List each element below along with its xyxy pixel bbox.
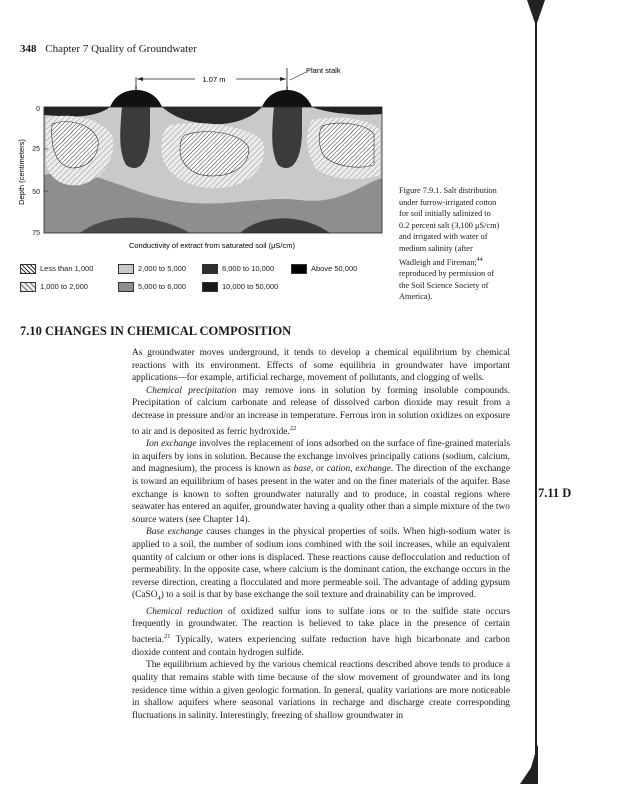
running-title: Chapter 7 Quality of Groundwater	[45, 43, 197, 55]
gutter-top-mark	[527, 0, 545, 26]
legend-label: 1,000 to 2,000	[40, 282, 88, 291]
paragraph: The equilibrium achieved by the various chemical reactions described above tends to produce a quality that remains stable with time because of the slow movement of groundwater and its long residence time within a given geologic formation. In general, quality variations are more noticeable in shallow aquifers where seasonal variations in recharge and discharge create corresponding fluctuations in salinity. Interestingly, freezing of shallow groundwater in	[132, 660, 510, 721]
footnote-ref: 21	[164, 633, 171, 641]
legend-swatch	[118, 264, 134, 274]
footnote-ref: 22	[289, 424, 297, 432]
legend-label: 5,000 to 6,000	[138, 282, 186, 291]
term: base	[293, 464, 311, 475]
figure-caption	[399, 185, 503, 303]
page-number: 348	[20, 43, 37, 55]
legend-label: Above 50,000	[311, 264, 358, 273]
term: Chemical reduction	[146, 606, 223, 617]
legend-label: Less than 1,000	[40, 264, 94, 273]
paragraph: Chemical reduction of oxidized sulfur ions to sulfate ions or to the sulfide state occurs frequently in groundwater. The reaction is believed to take place in the presence of certain bacteria.$^{21}$ Typically, waters experiencing sulfate reduction have high bicarbonate and carbon dioxide content and contain hydrogen sulfide.	[132, 606, 511, 658]
body-text	[132, 347, 510, 722]
legend-label: 10,000 to 50,000	[222, 282, 279, 291]
subscript: 4	[157, 595, 161, 603]
term: Chemical precipitation	[146, 385, 237, 396]
paragraph: Chemical precipitation may remove ions in solution by forming insoluble compounds. Precipitation of calcium carbonate and release of dissolved carbon dioxide may result from a decrease in pressure and/or an increase in temperature. Ferrous iron in solution oxidizes on exposure to air and is deposited as ferric hydroxide.$^{22}$	[132, 385, 510, 437]
caption-text-end: reproduced by permission of the Soil Science Society of America).	[399, 268, 495, 302]
legend-swatch	[202, 264, 218, 274]
caption-label: Figure 7.9.1.	[399, 186, 442, 195]
running-header	[20, 43, 197, 55]
paragraph: As groundwater moves underground, it tends to develop a chemical equilibrium by chemical reactions with its environment. Effects of some equilibria in groundwater have important applications—for example, artificial recharge, movement of pollutants, and clogging of wells.	[132, 348, 510, 384]
width-dimension-label: 1.07 m	[202, 75, 226, 84]
legend-swatch	[20, 282, 36, 292]
paragraph: Base exchange causes changes in the physical properties of soils. When high-sodium water is applied to a soil, the number of sodium ions combined with the soil increases, while an equivalent quantity of calcium or other ions is displaced. These reactions cause deflocculation and reduction of permeability. In the opposite case, where calcium is the dominant cation, the exchange occurs in the reverse direction, creating a flocculated and more permeable soil. The advantage of adding gypsum (CaSO$_4$) to a soil is that by base exchange the soil texture and drainability can be improved.	[132, 527, 511, 603]
figure-legend	[20, 264, 390, 294]
legend-swatch	[118, 282, 134, 292]
legend-swatch	[202, 282, 218, 292]
term: Base exchange	[146, 527, 204, 538]
term: Ion exchange	[146, 439, 197, 450]
term: cation, exchange	[326, 464, 391, 475]
legend-label: 6,000 to 10,000	[222, 264, 275, 273]
next-section-heading-fragment: 7.11 D	[538, 486, 572, 500]
y-axis-label: Depth (centimeters)	[17, 139, 26, 205]
y-tick-label: 75	[32, 230, 40, 237]
legend-swatch	[20, 264, 36, 274]
y-tick-label: 25	[32, 146, 40, 153]
caption-ref: 44	[476, 256, 483, 263]
y-tick-label: 50	[32, 189, 40, 196]
legend-label: 2,000 to 5,000	[138, 264, 186, 273]
legend-swatch	[291, 264, 307, 274]
plant-stalk-label: Plant stalk	[306, 66, 341, 75]
paragraph: Ion exchange involves the replacement of ions adsorbed on the surface of fine-grained materials in aquifers by ions in solution. Because the exchange involves principally cations (sodium, calcium, and magnesium), the process is known as base, or cation, exchange. The direction of the exchange is toward an equilibrium of bases present in the water and on the finer materials of the aquifer. Base exchange is known to soften groundwater naturally and to produce, in coastal regions where seawater has entered an aquifer, groundwater having a quality other than a simple mixture of the two source waters (see Chapter 14).	[132, 439, 510, 525]
section-heading: 7.10 CHANGES IN CHEMICAL COMPOSITION	[20, 324, 292, 338]
page-gutter-edge	[535, 14, 537, 772]
caption-text: Salt distribution under furrow-irrigated cotton for soil initially salinized to 0.2 percent salt (3,100 μS/cm) and irrigated with water of medium salinity (after Wadleigh and Fireman;	[399, 186, 500, 267]
conductivity-caption: Conductivity of extract from saturated soil (μS/cm)	[128, 241, 296, 250]
y-tick-label: 0	[36, 106, 40, 113]
